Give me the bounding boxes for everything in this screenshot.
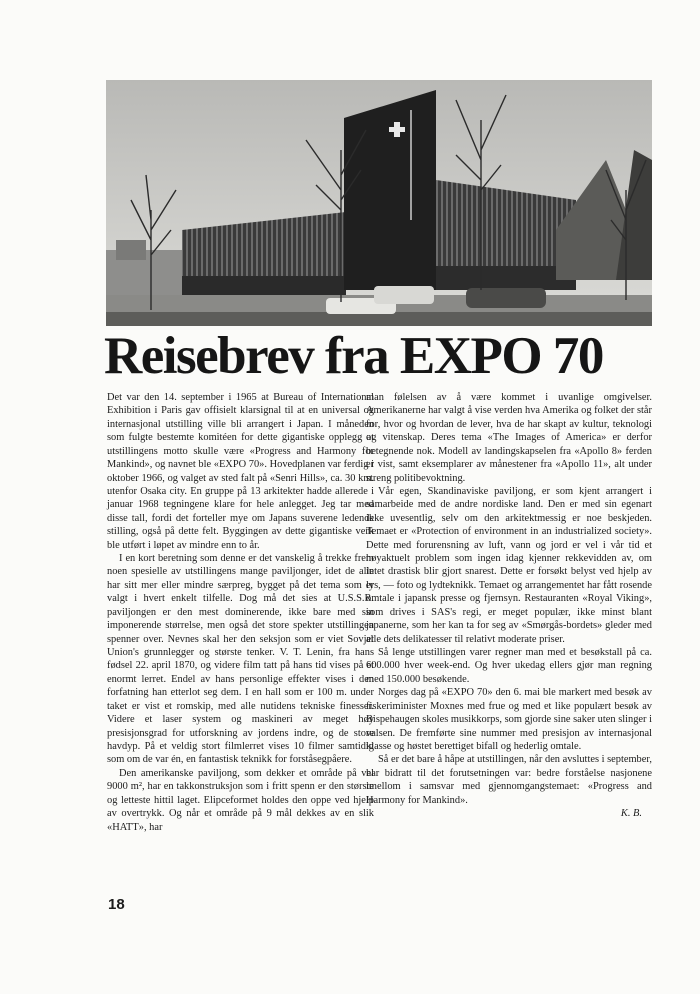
- page-number: 18: [108, 896, 125, 913]
- article-paragraph: Norges dag på «EXPO 70» den 6. mai ble markert med besøk av fiskeriminister Moxnes med frue og med et like populært besøk av Bispehaugen skoles musikkorps, som gjorde sine saker uten slinger i valsen. De fremførte sine nummer med presisjon av internasjonal klasse og høstet berettiget bifall og hederlig omtale.: [366, 687, 652, 752]
- article-title: Reisebrev fra EXPO 70: [104, 327, 603, 385]
- article-right-column: [366, 391, 652, 821]
- expo-pavilion-photo: [106, 80, 652, 326]
- article-paragraph: Den amerikanske paviljong, som dekker et område på vel 9000 m², har en takkonstruksjon som i fritt spenn er den største og letteste hittil laget. Elipceformet holdes den oppe ved hjelp av overtrykk. Og når et område på 9 mål dekkes av en slik «HATT», har: [107, 767, 374, 833]
- author-signature: K. B.: [620, 808, 642, 820]
- article-paragraph: Det var den 14. september i 1965 at Bureau of International Exhibition i Paris gav offisielt klarsignal til at en universal og internasjonal utstilling ville bli arrangert i Japan. I måneden som fulgte bestemte komitéen for dette gigantiske opplegg at utstillingens motto skulle være «Progress and Harmony for Mankind», og navnet ble «EXPO 70». Hovedplanen var ferdig i oktober 1966, og valget av sted falt på «Senri Hills», ca. 30 km. utenfor Osaka city. En gruppe på 13 arkitekter hadde allerede i januar 1968 tegningene klare for hele anlegget. Jeg tar med disse tall, fordi det forteller mye om Japans suverene ledende stilling, også på dette felt. Byggingen av dette gigantiske verk ble utført i løpet av mindre enn to år.: [107, 392, 374, 551]
- article-left-column: [107, 391, 374, 834]
- article-paragraph: Så lenge utstillingen varer regner man med et besøkstall på ca. 600.000 hver week-end. Og hver ukedag ellers gjør man regning med 150.000 besøkende.: [366, 647, 652, 685]
- article-paragraph: Vår egen, Skandinaviske paviljong, er som kjent arrangert i samarbeide med de andre nordiske land. Den er med sin egenart ikke uvesentlig, selv om den arkitektmessig er noe beskjeden. Temaet er «Protection of environment in an industrialized society». Dette med forurensning av luft, vann og jord er vel i vår tid et høyaktuelt problem som ingen idag kjenner rekkevidden av, om intet drastisk blir gjort snarest. Dette er forsøkt belyst ved hjelp av lys, — foto og lydteknikk. Temaet og arrangementet har fått rosende omtale i japansk presse og fjernsyn. Restauranten «Royal Viking», som drives i SAS's regi, er meget populær, ikke minst blant japanerne, som her kan ta for seg av «Smørgås-bordets» gleder med alle dets delikatesser til relativt moderate priser.: [366, 485, 652, 645]
- article-paragraph: man følelsen av å være kommet i uvanlige omgivelser. Amerikanerne har valgt å vise verden hva Amerika og folket der står for, hvor og hvordan de lever, hva de har skapt av kultur, teknologi og vitenskap. Deres tema «The Images of America» er derfor betegnende nok. Modell av landingskapselen fra «Apollo 8» ferden er vist, samt eksemplarer av månestener fra «Apollo 11», alt under streng politibevoktning.: [366, 392, 652, 484]
- article-paragraph: I en kort beretning som denne er det vanskelig å trekke frem noen spesielle av utstillingens mange paviljonger, idet de alle har sitt mer eller mindre særpreg, bygget på det tema som er valgt i hvert enkelt tilfelle. Dog må det sies at U.S.S.R. paviljongen er den mest dominerende, ikke bare med sin imponerende størrelse, men også det store spekter utstillingen spenner over. Nevnes skal her den seksjon som er viet Sovjet Union's grunnlegger og største tenker. V. T. Lenin, fra hans fødsel 22. april 1870, og videre film tatt på hans tid vises på et enormt lerret. Endel av hans personlige effekter vises i den forfatning han etterlot seg dem. I en hall som er 100 m. under taket er vist et romskip, med alle nutidens tekniske finesser. Videre et laser system og maskineri av meget høy presisjonsgrad for utforskning av jordens indre, og de store havdyp. På et veldig stort filmlerret vises 10 filmer samtidig som om de var én, en fantastisk teknikk for forståsegpåere.: [107, 553, 374, 766]
- article-paragraph: Så er det bare å håpe at utstillingen, når den avsluttes i september, har bidratt til det forutsetningen var: bedre forståelse nasjonene imellom i samsvar med gjennomgangstemaet: «Progress and Harmony for Mankind».: [366, 754, 652, 806]
